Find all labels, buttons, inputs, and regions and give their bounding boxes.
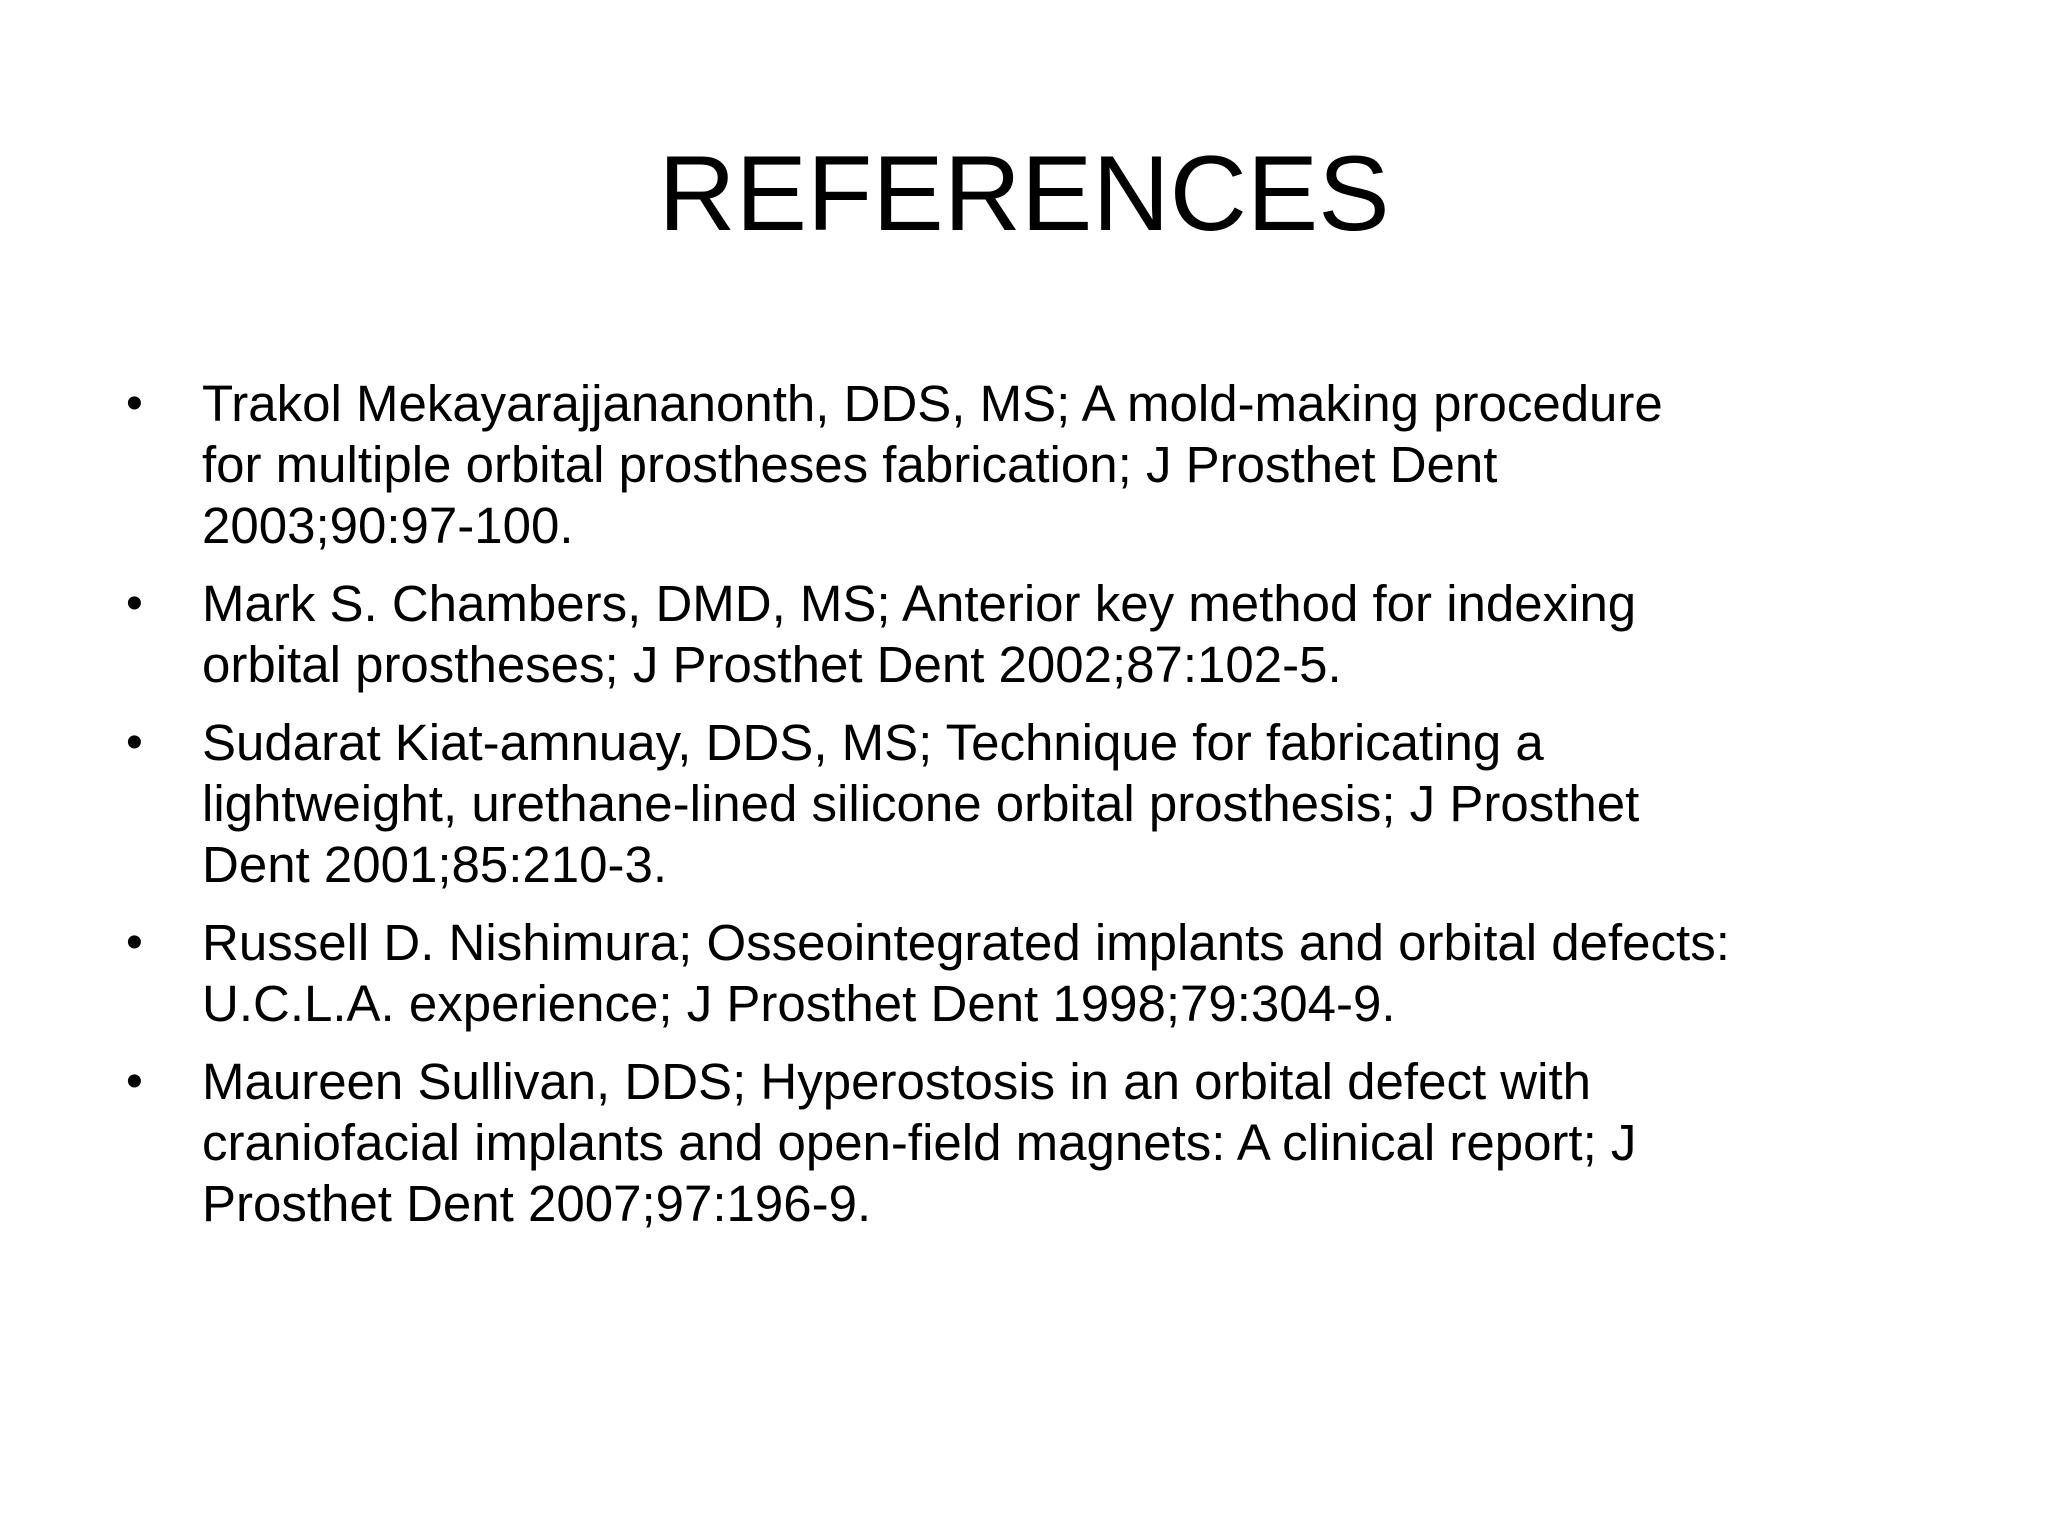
reference-line: for multiple orbital prostheses fabrication; J Prosthet Dent bbox=[202, 436, 1498, 493]
reference-line: Mark S. Chambers, DMD, MS; Anterior key method for indexing bbox=[202, 575, 1637, 632]
bullet-icon: • bbox=[126, 577, 143, 630]
bullet-icon: • bbox=[126, 916, 143, 969]
reference-line: lightweight, urethane-lined silicone orbital prosthesis; J Prosthet bbox=[202, 775, 1640, 832]
reference-list bbox=[120, 373, 1960, 1251]
reference-line: 2003;90:97-100. bbox=[202, 497, 574, 554]
bullet-icon: • bbox=[126, 716, 143, 769]
reference-line: orbital prostheses; J Prosthet Dent 2002;87:102-5. bbox=[202, 636, 1342, 693]
reference-line: Trakol Mekayarajjananonth, DDS, MS; A mold-making procedure bbox=[202, 375, 1663, 432]
reference-item-5 bbox=[120, 1051, 1960, 1234]
reference-item-4 bbox=[120, 912, 1960, 1034]
reference-line: Russell D. Nishimura; Osseointegrated implants and orbital defects: bbox=[202, 914, 1730, 971]
slide-title: REFERENCES bbox=[658, 133, 1390, 253]
reference-line: Sudarat Kiat-amnuay, DDS, MS; Technique for fabricating a bbox=[202, 714, 1544, 771]
reference-line: U.C.L.A. experience; J Prosthet Dent 1998;79:304-9. bbox=[202, 975, 1396, 1032]
bullet-icon: • bbox=[126, 377, 143, 430]
bullet-icon: • bbox=[126, 1055, 143, 1108]
reference-item-1 bbox=[120, 373, 1960, 556]
reference-line: Prosthet Dent 2007;97:196-9. bbox=[202, 1175, 872, 1232]
reference-line: Dent 2001;85:210-3. bbox=[202, 836, 668, 893]
reference-line: craniofacial implants and open-field magnets: A clinical report; J bbox=[202, 1114, 1637, 1171]
reference-line: Maureen Sullivan, DDS; Hyperostosis in an orbital defect with bbox=[202, 1053, 1591, 1110]
reference-item-3 bbox=[120, 712, 1960, 895]
reference-item-2 bbox=[120, 573, 1960, 695]
